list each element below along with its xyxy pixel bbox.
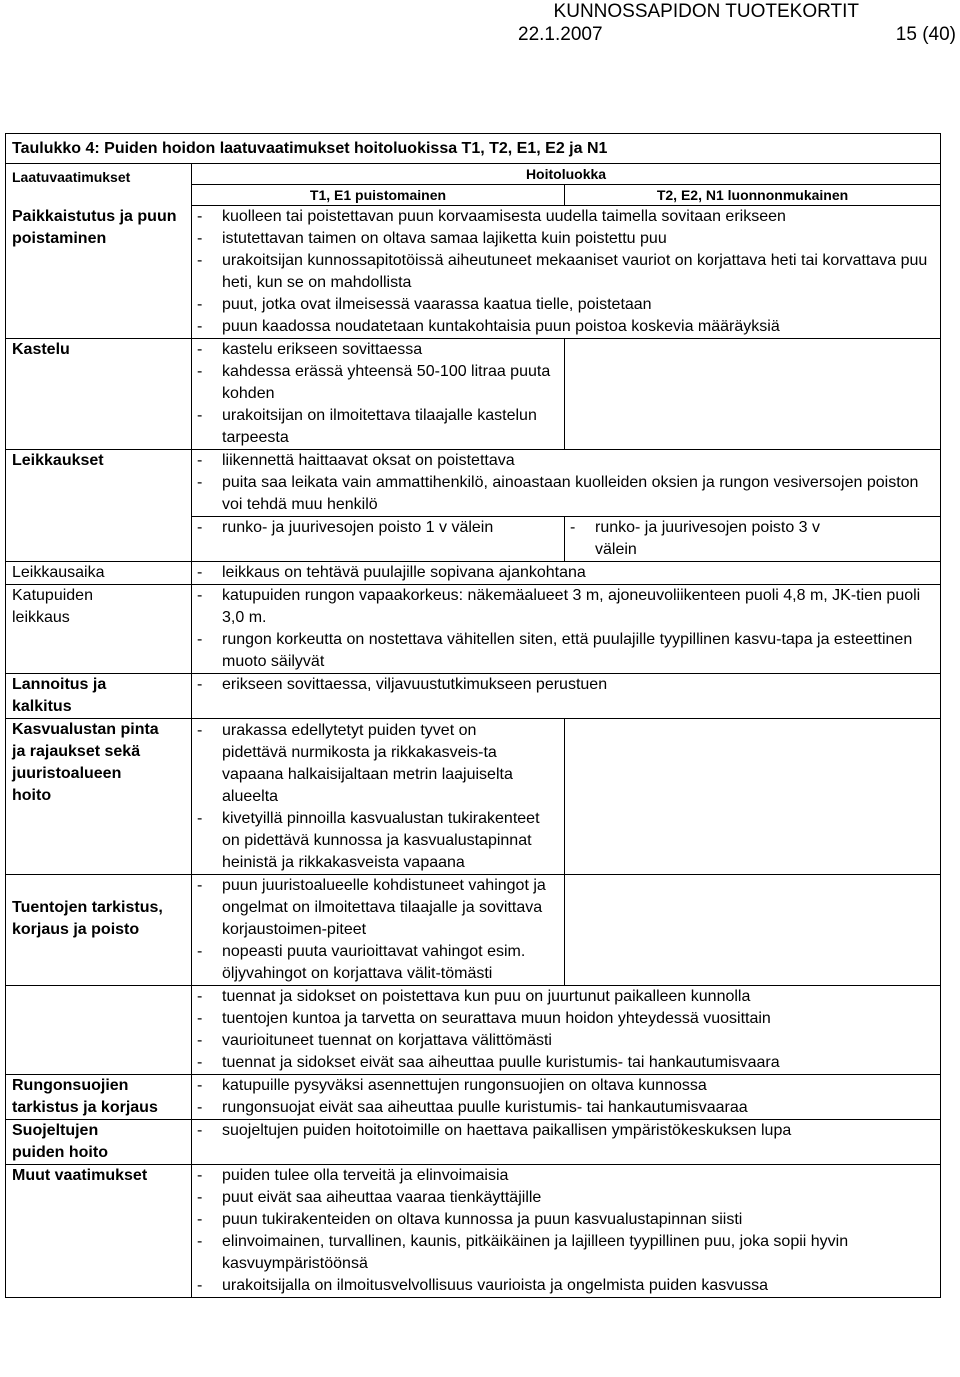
column-header-class-group: Hoitoluokka — [192, 164, 941, 185]
row-label: Suojeltujen puiden hoito — [6, 1120, 192, 1165]
column-header-park-class: T1, E1 puistomainen — [192, 185, 565, 206]
doc-title: KUNNOSSAPIDON TUOTEKORTIT — [553, 1, 859, 22]
list-item: - urakassa edellytetyt puiden tyvet on pidettävä nurmikosta ja rikkakasveis-ta vapaana halkaisijaltaan metrin laajuiselta alueelta — [192, 720, 564, 808]
column-header-requirements: Laatuvaatimukset — [6, 164, 192, 206]
list-item: - kuolleen tai poistettavan puun korvaamisesta uudella taimella sovitaan erikseen — [192, 206, 940, 228]
row-label: Leikkausaika — [6, 562, 192, 585]
list-item: - istutettavan taimen on oltava samaa lajiketta kuin poistettu puu — [192, 228, 940, 250]
requirement-list — [192, 674, 940, 696]
requirement-list — [192, 562, 940, 584]
requirement-list — [192, 206, 940, 338]
list-item: - tuentojen kuntoa ja tarvetta on seurattava muun hoidon yhteydessä vuosittain — [192, 1008, 940, 1030]
requirement-list — [192, 585, 940, 673]
requirement-list — [192, 875, 564, 985]
requirement-list — [192, 986, 940, 1074]
requirement-list — [192, 1120, 940, 1142]
list-item: - tuennat ja sidokset eivät saa aiheuttaa puulle kuristumis- tai hankautumisvaara — [192, 1052, 940, 1074]
row-label: Rungonsuojien tarkistus ja korjaus — [6, 1075, 192, 1120]
requirement-list — [192, 1075, 940, 1119]
row-label: Lannoitus ja kalkitus — [6, 674, 192, 719]
requirement-list — [192, 339, 564, 449]
doc-date: 22.1.2007 — [518, 24, 603, 45]
list-item: - urakoitsijan kunnossapitotöissä aiheutuneet mekaaniset vauriot on korjattava heti tai korvattava puu heti, kun se on mahdollista — [192, 250, 940, 294]
list-item: - urakoitsijalla on ilmoitusvelvollisuus vaurioista ja ongelmista puiden kasvussa — [192, 1275, 940, 1297]
list-item: - katupuille pysyväksi asennettujen rungonsuojien on oltava kunnossa — [192, 1075, 940, 1097]
row-label: Muut vaatimukset — [6, 1165, 192, 1298]
list-item: - leikkaus on tehtävä puulajille sopivana ajankohtana — [192, 562, 940, 584]
list-item: - puun juuristoalueelle kohdistuneet vahingot ja ongelmat on ilmoitettava tilaajalle ja sovittava korjaustoimen-piteet — [192, 875, 564, 941]
row-label: Katupuiden leikkaus — [6, 585, 192, 674]
list-item: - puiden tulee olla terveitä ja elinvoimaisia — [192, 1165, 940, 1187]
list-item: - puut, jotka ovat ilmeisessä vaarassa kaatua tielle, poistetaan — [192, 294, 940, 316]
requirement-list — [192, 517, 564, 539]
list-item: - vaurioituneet tuennat on korjattava välittömästi — [192, 1030, 940, 1052]
list-item: - kastelu erikseen sovittaessa — [192, 339, 564, 361]
list-item: - katupuiden rungon vapaakorkeus: näkemäalueet 3 m, ajoneuvoliikenteen puoli 4,8 m, JK-tien puoli 3,0 m. — [192, 585, 940, 629]
requirement-list — [565, 517, 940, 561]
list-item: - kahdessa erässä yhteensä 50-100 litraa puuta kohden — [192, 361, 564, 405]
list-item: - nopeasti puuta vaurioittavat vahingot esim. öljyvahingot on korjattava välit-tömästi — [192, 941, 564, 985]
list-item: - rungon korkeutta on nostettava vähitellen siten, että puulajille tyypillinen kasvu-tapa ja esteettinen muoto säilyvät — [192, 629, 940, 673]
table-caption: Taulukko 4: Puiden hoidon laatuvaatimukset hoitoluokissa T1, T2, E1, E2 ja N1 — [6, 134, 941, 164]
list-item: - tuennat ja sidokset on poistettava kun puu on juurtunut paikalleen kunnolla — [192, 986, 940, 1008]
list-item: - liikennettä haittaavat oksat on poistettava — [192, 450, 940, 472]
list-item: - urakoitsijan on ilmoitettava tilaajalle kastelun tarpeesta — [192, 405, 564, 449]
column-header-natural-class: T2, E2, N1 luonnonmukainen — [565, 185, 941, 206]
list-item: - puun tukirakenteiden on oltava kunnossa ja puun kasvualustapinnan siisti — [192, 1209, 940, 1231]
page-number: 15 (40) — [895, 24, 956, 45]
list-item: - rungonsuojat eivät saa aiheuttaa puulle kuristumis- tai hankautumisvaaraa — [192, 1097, 940, 1119]
row-label: Leikkaukset — [6, 450, 192, 562]
row-label: Kasvualustan pinta ja rajaukset sekä juuristoalueen hoito — [6, 719, 192, 875]
list-item: - elinvoimainen, turvallinen, kaunis, pitkäikäinen ja lajilleen tyypillinen puu, joka sopii hyvin kasvuympäristöönsä — [192, 1231, 940, 1275]
list-item: - suojeltujen puiden hoitotoimille on haettava paikallisen ympäristökeskuksen lupa — [192, 1120, 940, 1142]
list-item: - erikseen sovittaessa, viljavuustutkimukseen perustuen — [192, 674, 940, 696]
row-label: Kastelu — [6, 339, 192, 450]
requirement-list — [192, 450, 940, 516]
quality-requirements-table — [5, 133, 941, 1298]
list-item: - puita saa leikata vain ammattihenkilö, ainoastaan kuolleiden oksien ja rungon vesiversojen poiston voi tehdä muu henkilö — [192, 472, 940, 516]
list-item: - runko- ja juurivesojen poisto 3 v välein — [565, 517, 940, 561]
list-item: - puun kaadossa noudatetaan kuntakohtaisia puun poistoa koskevia määräyksiä — [192, 316, 940, 338]
requirement-list — [192, 1165, 940, 1297]
list-item: - puut eivät saa aiheuttaa vaaraa tienkäyttäjille — [192, 1187, 940, 1209]
row-label: Paikkaistutus ja puun poistaminen — [6, 206, 192, 339]
list-item: - kivetyillä pinnoilla kasvualustan tukirakenteet on pidettävä kunnossa ja kasvualustapinnat heinistä ja rikkakasveista vapaana — [192, 808, 564, 874]
list-item: - runko- ja juurivesojen poisto 1 v välein — [192, 517, 564, 539]
row-label: Tuentojen tarkistus, korjaus ja poisto — [6, 875, 192, 986]
requirement-list — [192, 720, 564, 874]
